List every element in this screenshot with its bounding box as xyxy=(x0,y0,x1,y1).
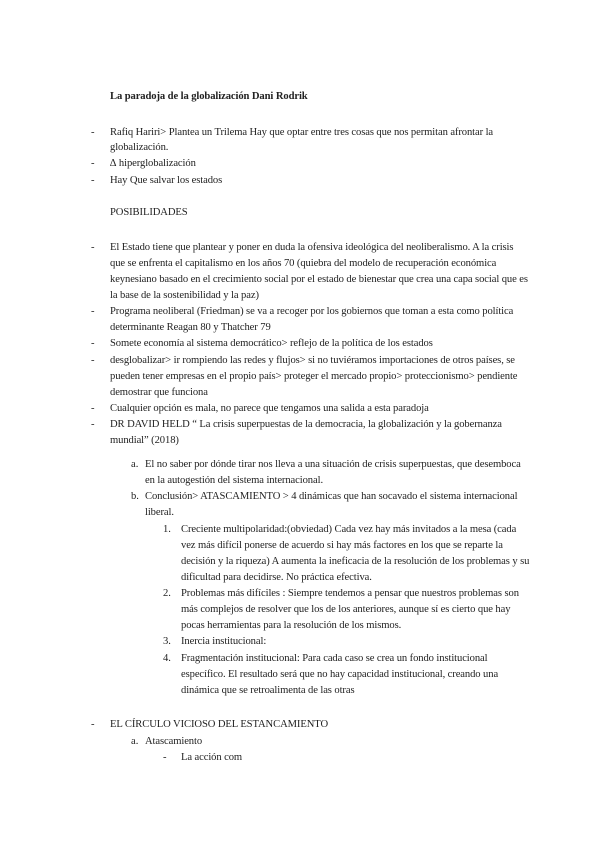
list2-item6-line2: mundial” (2018) xyxy=(110,435,179,446)
num-1-marker: 1. xyxy=(163,524,171,535)
num-4-line1: Fragmentación institucional: Para cada caso se crea un fondo institucional xyxy=(181,653,488,664)
list2-item2-line2: determinante Reagan 80 y Thatcher 79 xyxy=(110,322,271,333)
list2-item3: Somete economía al sistema democrático> reflejo de la política de los estados xyxy=(110,338,433,349)
list1-item2: ∆ hiperglobalización xyxy=(110,158,196,169)
sub-a-line1: El no saber por dónde tirar nos lleva a una situación de crisis superpuestas, que desemboca xyxy=(145,459,521,470)
circulo-inner: La acción com xyxy=(181,752,243,763)
list2-item4-line2: pueden tener empresas en el propio país> proteger el mercado propio> proteccionismo> pendiente xyxy=(110,371,518,382)
list1-item1-line1: Rafiq Hariri> Plantea un Trilema Hay que optar entre tres cosas que nos permitan afrontar la xyxy=(110,127,494,138)
num-4-line3: dinámica que se retroalimenta de las otras xyxy=(181,685,355,696)
list2-item6-line1: DR DAVID HELD “ La crisis superpuestas de la democracia, la globalización y la gobernanza xyxy=(110,419,502,430)
num-1-line3: decisión y la riqueza) A aumenta la ineficacia de la resolución de los problemas y su xyxy=(181,556,530,567)
list2-item1-line3: keynesiano basado en el crecimiento social por el estado de bienestar que crea una capa social que es xyxy=(110,274,528,285)
num-1-line2: vez más difícil ponerse de acuerdo si hay más factores en los que se reparte la xyxy=(181,540,503,551)
bullet-dash: - xyxy=(91,719,95,730)
list1-item1-line2: globalización. xyxy=(110,142,169,153)
bullet-dash: - xyxy=(91,158,95,169)
list2-item5: Cualquier opción es mala, no parece que tengamos una salida a esta paradoja xyxy=(110,403,429,414)
bullet-dash: - xyxy=(91,175,95,186)
list1-item3: Hay Que salvar los estados xyxy=(110,175,223,186)
sub-b-marker: b. xyxy=(131,491,139,502)
circulo-sub: Atascamiento xyxy=(145,736,203,747)
sub-a-line2: en la autogestión del sistema internacional. xyxy=(145,475,323,486)
bullet-dash: - xyxy=(91,419,95,430)
bullet-dash: - xyxy=(163,752,167,763)
document-title: La paradoja de la globalización Dani Rodrik xyxy=(110,91,308,102)
bullet-dash: - xyxy=(91,403,95,414)
num-1-line4: dificultad para decidirse. No práctica efectiva. xyxy=(181,572,372,583)
num-2-line3: pocas herramientas para la resolución de los mismos. xyxy=(181,620,402,631)
num-4-line2: específico. El resultado será que no hay capacidad institucional, creando una xyxy=(181,669,499,680)
heading-posibilidades: POSIBILIDADES xyxy=(110,207,188,218)
bullet-dash: - xyxy=(91,355,95,366)
sub-b-line2: liberal. xyxy=(145,507,174,518)
bullet-dash: - xyxy=(91,306,95,317)
list2-item1-line1: El Estado tiene que plantear y poner en duda la ofensiva ideológica del neoliberalismo. A la crisis xyxy=(110,242,514,253)
bullet-dash: - xyxy=(91,338,95,349)
num-4-marker: 4. xyxy=(163,653,171,664)
list2-item1-line2: que se enfrenta el capitalismo en los años 70 (quiebra del modelo de recuperación económica xyxy=(110,258,497,269)
num-1-line1: Creciente multipolaridad:(obviedad) Cada vez hay más invitados a la mesa (cada xyxy=(181,524,517,535)
sub-a-marker: a. xyxy=(131,459,139,470)
circulo-heading: EL CÍRCULO VICIOSO DEL ESTANCAMIENTO xyxy=(110,719,329,730)
num-3-marker: 3. xyxy=(163,636,171,647)
num-2-line1: Problemas más difíciles : Siempre tendemos a pensar que nuestros problemas son xyxy=(181,588,519,599)
list2-item2-line1: Programa neoliberal (Friedman) se va a recoger por los gobiernos que toman a esta como política xyxy=(110,306,514,317)
bullet-dash: - xyxy=(91,242,95,253)
list2-item1-line4: la base de la sostenibilidad y la paz) xyxy=(110,290,259,301)
num-3-line1: Inercia institucional: xyxy=(181,636,267,647)
bullet-dash: - xyxy=(91,127,95,138)
list2-item4-line1: desglobalizar> ir rompiendo las redes y flujos> si no tuviéramos importaciones de otros países, se xyxy=(110,355,515,366)
num-2-line2: más complejos de resolver que los de los anteriores, aunque sí es cierto que hay xyxy=(181,604,511,615)
list2-item4-line3: demostrar que funciona xyxy=(110,387,208,398)
circulo-sub-marker: a. xyxy=(131,736,139,747)
num-2-marker: 2. xyxy=(163,588,171,599)
sub-b-line1: Conclusión> ATASCAMIENTO > 4 dinámicas que han socavado el sistema internacional xyxy=(145,491,518,502)
